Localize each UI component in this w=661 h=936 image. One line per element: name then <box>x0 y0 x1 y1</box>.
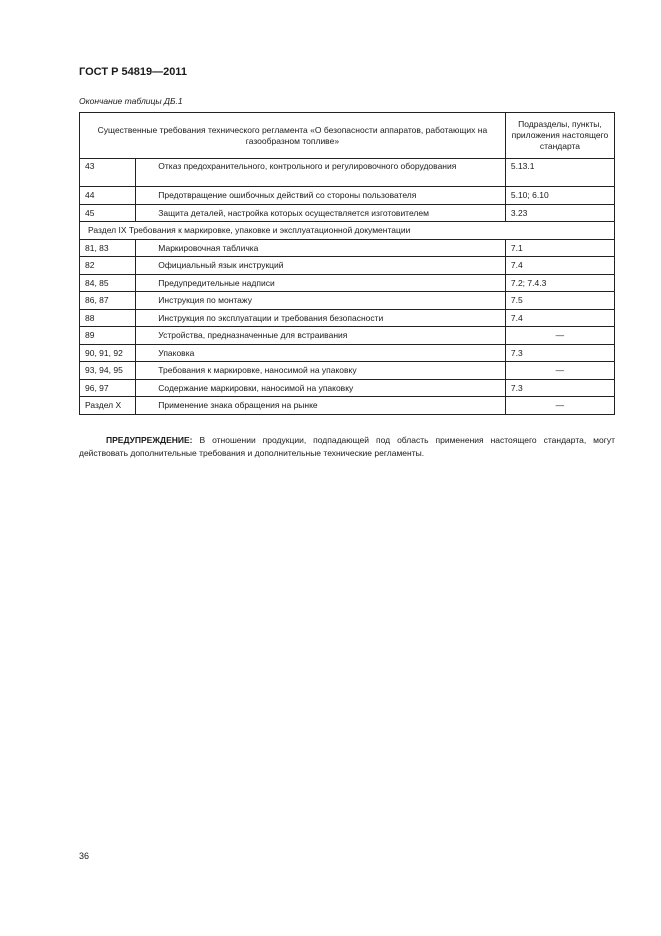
row-number: 86, 87 <box>80 292 136 310</box>
table-row <box>80 309 615 327</box>
row-number: 88 <box>80 309 136 327</box>
table-row <box>80 379 615 397</box>
row-number: 82 <box>80 257 136 275</box>
row-text: Официальный язык инструкций <box>136 257 506 275</box>
row-number: 96, 97 <box>80 379 136 397</box>
warning-text: В отношении продукции, подпадающей под область применения настоящего стандарта, могут действовать дополнительные требования и дополнительные технические регламенты. <box>79 435 615 458</box>
row-number: 84, 85 <box>80 274 136 292</box>
table-row <box>80 397 615 415</box>
requirements-table <box>79 112 615 415</box>
row-text: Применение знака обращения на рынке <box>136 397 506 415</box>
table-row <box>80 159 615 187</box>
row-text: Инструкция по монтажу <box>136 292 506 310</box>
row-ref: 7.5 <box>505 292 614 310</box>
row-number: 90, 91, 92 <box>80 344 136 362</box>
row-ref: 5.10; 6.10 <box>505 187 614 205</box>
row-text: Инструкция по эксплуатации и требования безопасности <box>136 309 506 327</box>
warning-label: ПРЕДУПРЕЖДЕНИЕ: <box>106 435 193 445</box>
section-title: Раздел IX Требования к маркировке, упаковке и эксплуатационной документации <box>80 222 615 240</box>
table-caption: Окончание таблицы ДБ.1 <box>79 96 183 106</box>
row-ref: — <box>505 327 614 345</box>
row-text: Устройства, предназначенные для встраивания <box>136 327 506 345</box>
row-ref: 3.23 <box>505 204 614 222</box>
row-ref: 7.3 <box>505 344 614 362</box>
table-row <box>80 187 615 205</box>
row-number: 93, 94, 95 <box>80 362 136 380</box>
row-number: Раздел X <box>80 397 136 415</box>
table-row <box>80 257 615 275</box>
row-text: Предотвращение ошибочных действий со стороны пользователя <box>136 187 506 205</box>
row-text: Отказ предохранительного, контрольного и регулировочного оборудования <box>136 159 506 187</box>
table-row <box>80 239 615 257</box>
table-row <box>80 344 615 362</box>
row-number: 44 <box>80 187 136 205</box>
page-number: 36 <box>79 851 90 861</box>
row-text: Упаковка <box>136 344 506 362</box>
table-row <box>80 362 615 380</box>
refs-column-header: Подразделы, пункты, приложения настоящего стандарта <box>505 113 614 159</box>
row-number: 81, 83 <box>80 239 136 257</box>
document-header: ГОСТ Р 54819—2011 <box>79 66 187 78</box>
row-ref: — <box>505 397 614 415</box>
row-text: Предупредительные надписи <box>136 274 506 292</box>
warning-note <box>79 434 615 460</box>
table-row <box>80 204 615 222</box>
table-header-row <box>80 113 615 159</box>
row-ref: 7.1 <box>505 239 614 257</box>
table-row <box>80 274 615 292</box>
row-number: 43 <box>80 159 136 187</box>
table-row <box>80 327 615 345</box>
row-text: Маркировочная табличка <box>136 239 506 257</box>
requirements-column-header: Существенные требования технического регламента «О безопасности аппаратов, работающих на газообразном топливе» <box>80 113 506 159</box>
table-row <box>80 292 615 310</box>
section-row <box>80 222 615 240</box>
row-number: 45 <box>80 204 136 222</box>
row-ref: 5.13.1 <box>505 159 614 187</box>
row-ref: 7.3 <box>505 379 614 397</box>
row-ref: 7.2; 7.4.3 <box>505 274 614 292</box>
row-text: Содержание маркировки, наносимой на упаковку <box>136 379 506 397</box>
row-text: Требования к маркировке, наносимой на упаковку <box>136 362 506 380</box>
row-ref: 7.4 <box>505 309 614 327</box>
row-text: Защита деталей, настройка которых осуществляется изготовителем <box>136 204 506 222</box>
row-ref: 7.4 <box>505 257 614 275</box>
row-number: 89 <box>80 327 136 345</box>
row-ref: — <box>505 362 614 380</box>
